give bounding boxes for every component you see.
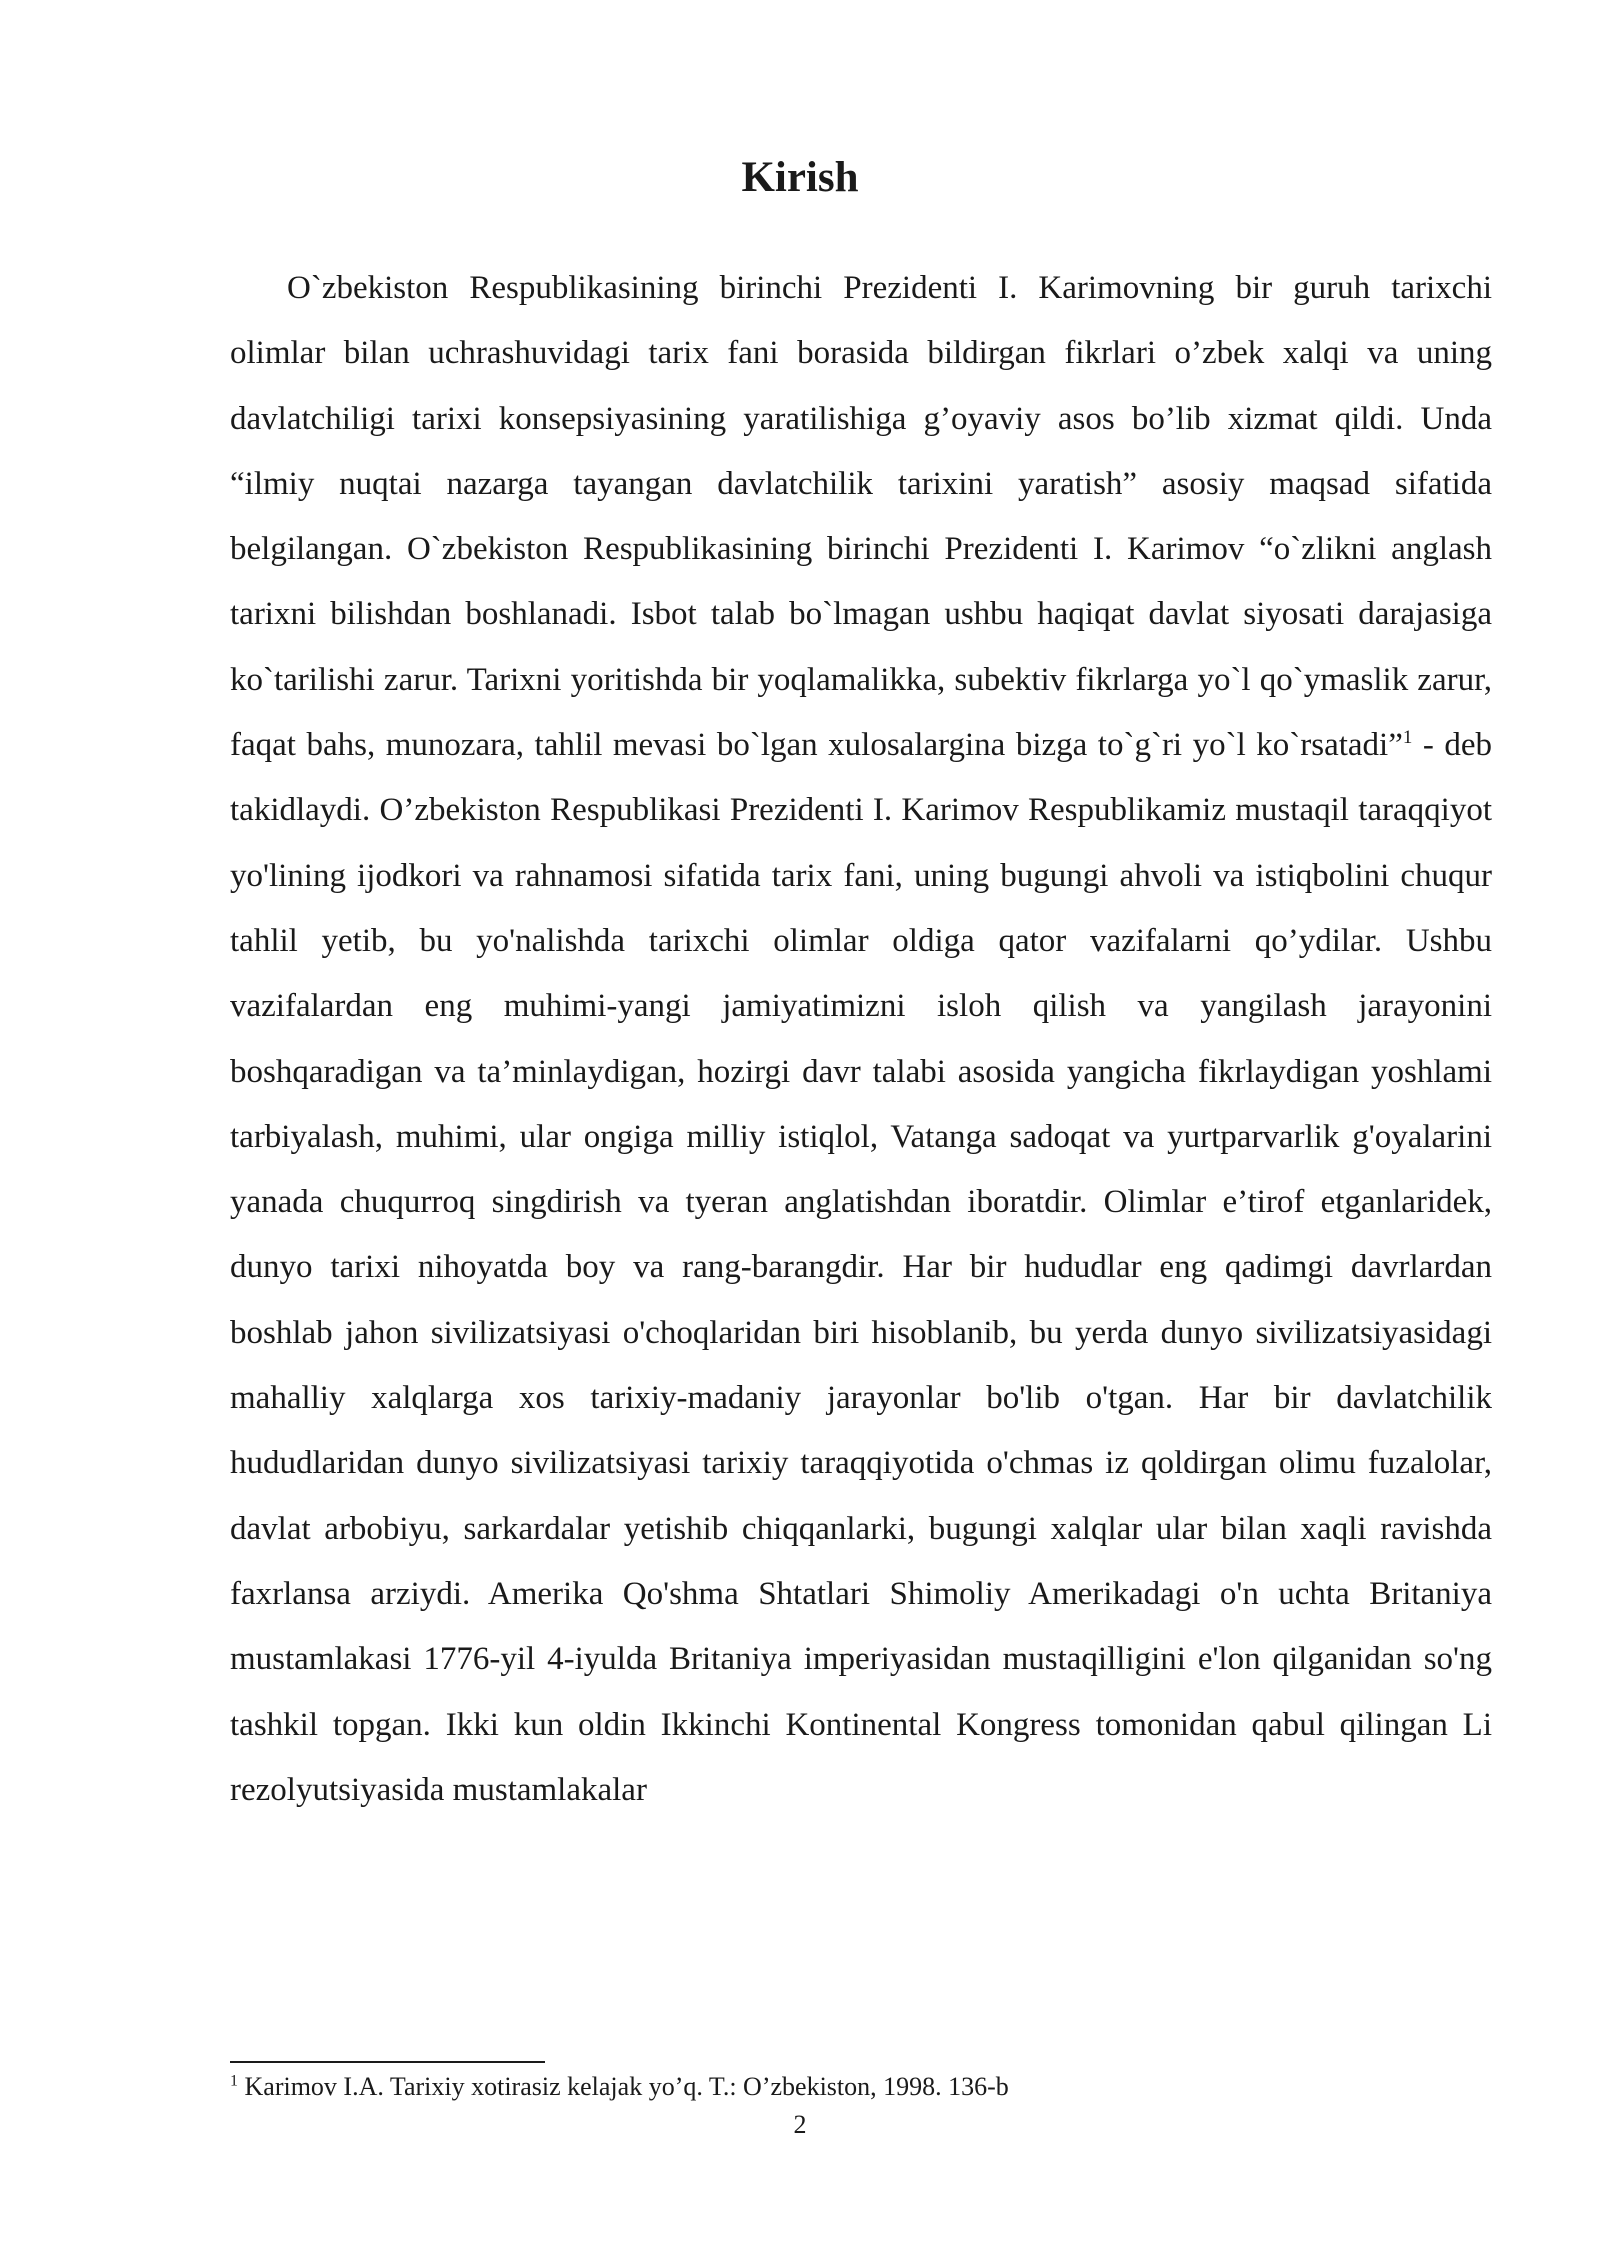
body-text-part-1: O`zbekiston Respublikasining birinchi Prezidenti I. Karimovning bir guruh tarixchi olimlar bilan uchrashuvidagi tarix fani borasida bildirgan fikrlari o’zbek xalqi va uning davlatchiligi tarixi konsepsiyasining yaratilishiga g’oyaviy asos bo’lib xizmat qildi. Unda “ilmiy nuqtai nazarga tayangan davlatchilik tarixini yaratish” asosiy maqsad sifatida belgilangan. O`zbekiston Respublikasining birinchi Prezidenti I. Karimov “o`zlikni anglash tarixni bilishdan boshlanadi. Isbot talab bo`lmagan ushbu haqiqat davlat siyosati darajasiga ko`tarilishi zarur. Tarixni yoritishda bir yoqlamalikka, subektiv fikrlarga yo`l qo`ymaslik zarur, faqat bahs, munozara, tahlil mevasi bo`lgan xulosalargina bizga to`g`ri yo`l ko`rsatadi” (230, 270, 1492, 764)
page-number: 2 (793, 2110, 807, 2139)
body-text-part-2: - deb takidlaydi. O’zbekiston Respublikasi Prezidenti I. Karimov Respublikamiz mustaqil taraqqiyot yo'lining ijodkori va rahnamosi sifatida tarix fani, uning bugungi ahvoli va istiqbolini chuqur tahlil yetib, bu yo'nalishda tarixchi olimlar oldiga qator vazifalarni qo’ydilar. Ushbu vazifalardan eng muhimi-yangi jamiyatimizni isloh qilish va yangilash jarayonini boshqaradigan va ta’minlaydigan, hozirgi davr talabi asosida yangicha fikrlaydigan yoshlami tarbiyalash, muhimi, ular ongiga milliy istiqlol, Vatanga sadoqat va yurtparvarlik g'oyalarini yanada chuqurroq singdirish va tyeran anglatishdan iboratdir. Olimlar e’tirof etganlaridek, dunyo tarixi nihoyatda boy va rang-barangdir. Har bir hududlar eng qadimgi davrlardan boshlab jahon sivilizatsiyasi o'choqlaridan biri hisoblanib, bu yerda dunyo sivilizatsiyasidagi mahalliy xalqlarga xos tarixiy-madaniy jarayonlar bo'lib o'tgan. Har bir davlatchilik hududlaridan dunyo sivilizatsiyasi tarixiy taraqqiyotida o'chmas iz qoldirgan olimu fuzalolar, davlat arbobiyu, sarkardalar yetishib chiqqanlarki, bugungi xalqlar ular bilan xaqli ravishda faxrlansa arziydi. Amerika Qo'shma Shtatlari Shimoliy Amerikadagi o'n uchta Britaniya mustamlakasi 1776-yil 4-iyulda Britaniya imperiyasidan mustaqilligini e'lon qilganidan so'ng tashkil topgan. Ikki kun oldin Ikkinchi Kontinental Kongress tomonidan qabul qilingan Li rezolyutsiyasida mustamlakalar (230, 727, 1492, 1808)
footnote-text: Karimov I.A. Tarixiy xotirasiz kelajak yo’q. T.: O’zbekiston, 1998. 136-b (238, 2072, 1009, 2101)
page-title: Kirish (741, 154, 859, 201)
body-paragraph (230, 256, 1492, 1823)
footnote-reference[interactable]: 1 (1402, 727, 1413, 749)
footnote (230, 2070, 1492, 2104)
footnote-divider (230, 2061, 545, 2063)
footnote-number: 1 (230, 2072, 238, 2090)
